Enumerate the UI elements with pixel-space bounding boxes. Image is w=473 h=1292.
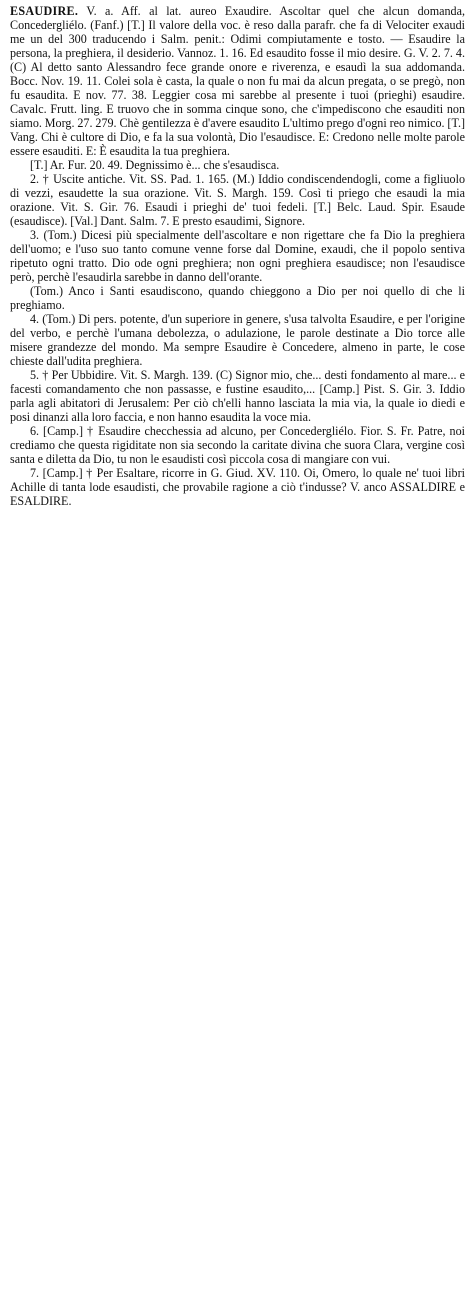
entry-sense-5: 5. † Per Ubbidire. Vit. S. Margh. 139. (C) Signor mio, che... desti fondamento al mare... e facesti comandamento che non passasse, e fustine esaudito,... [Camp.] Pist. S. Gir. 3. Iddio parla agli abitatori di Jerusalem: Per ciò ch'elli hanno lasciata la mia via, la quale io diedi e posi dinanzi alla loro faccia, e non hanno esaudita la voce mia. [10,368,465,424]
entry-sense-2: 2. † Uscite antiche. Vit. SS. Pad. 1. 165. (M.) Iddio condiscendendogli, come a figliuolo di vezzi, esaudette la sua orazione. Vit. S. Margh. 159. Così ti priego che esaudi la mia orazione. Vit. S. Gir. 76. Esaudi i prieghi de' tuoi fedeli. [T.] Belc. Laud. Spir. Esaude (esaudisce). [Val.] Dant. Salm. 7. E presto esaudimi, Signore. [10,172,465,228]
entry-headword: ESAUDIRE. [10,4,79,18]
entry-sense-7: 7. [Camp.] † Per Esaltare, ricorre in G. Giud. XV. 110. Oi, Omero, lo quale ne' tuoi libri Achille di tanta lode esaudisti, che provabile ragione a ciò t'indusse? V. anco ASSALDIRE e ESALDIRE. [10,466,465,508]
entry-sense-3: 3. (Tom.) Dicesi più specialmente dell'ascoltare e non rigettare che fa Dio la preghiera dell'uomo; e l'uso suo tanto comune venne forse dal Domine, exaudi, che il popolo sentiva ripetuto ogni tratto. Dio ode ogni preghiera; non ogni preghiera esaudisce; non l'esaudisce però, perchè l'esaudirla sarebbe in danno dell'orante. [10,228,465,284]
entry-paragraph-1 [10,4,465,158]
entry-paragraph-2: [T.] Ar. Fur. 20. 49. Degnissimo è... che s'esaudisca. [30,158,280,172]
entry-definition: V. a. Aff. al lat. aureo Exaudire. Ascoltar quel che alcun domanda, Concedergliélo. (Fanf.) [T.] Il valore della voc. è reso dalla parafr. che fa di Velociter exaudi me un del 300 traducendo i Salm. penit.: Odimi compiutamente e tosto. — Esaudire la persona, la preghiera, il desiderio. Vannoz. 1. 16. Ed esaudito fosse il mio desire. G. V. 2. 7. 4. (C) Al detto santo Alessandro fece grande onore e riverenza, e esaudì la sua addomanda. Bocc. Nov. 19. 11. Colei sola è casta, la quale o non fu mai da alcun pregata, o se pregò, non fu esaudita. E nov. 77. 38. Leggier cosa mi sarebbe al presente i tuoi (prieghi) esaudire. Cavalc. Frutt. ling. E truovo che in somma cinque sono, che c'impediscono che esauditi non siamo. Morg. 27. 279. Chè gentilezza è d'avere esaudito L'ultimo prego d'ogni reo nimico. [T.] Vang. Chi è cultore di Dio, e fa la sua volontà, Dio l'esaudisce. E: Credono nelle molte parole essere esauditi. E: È esaudita la tua preghiera. [10,4,465,158]
entry-sense-4: 4. (Tom.) Di pers. potente, d'un superiore in genere, s'usa talvolta Esaudire, e per l'origine del verbo, e perchè l'umana debolezza, o adulazione, le parole destinate a Dio torce alle misere grandezze del mondo. Ma sempre Esaudire è Concedere, almeno in parte, le cose chieste dall'udita preghiera. [10,312,465,368]
entry-sense-3-note: (Tom.) Anco i Santi esaudiscono, quando chieggono a Dio per noi quello di che li preghiamo. [10,284,465,312]
entry-sense-6: 6. [Camp.] † Esaudire checchessia ad alcuno, per Concedergliélo. Fior. S. Fr. Patre, noi crediamo che questa rigiditate non sia secondo la caritate divina che suora Clara, vergine così santa e diletta da Dio, tu non le esaudisti così piccola cosa di mangiare con vui. [10,424,465,466]
